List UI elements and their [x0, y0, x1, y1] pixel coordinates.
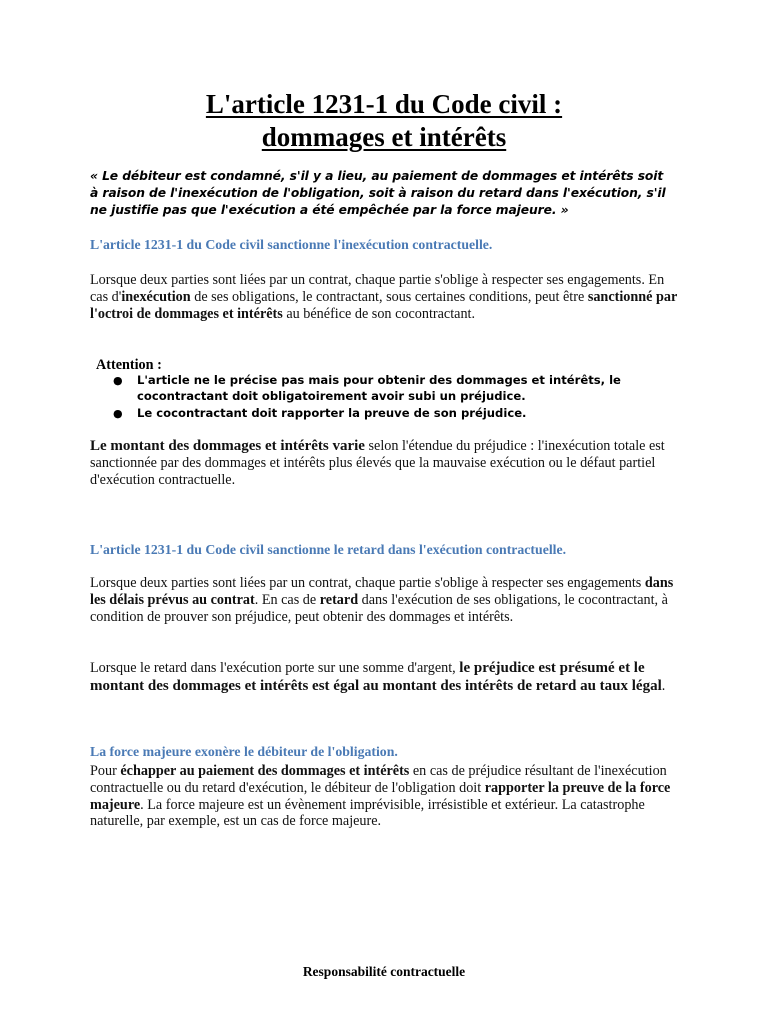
title-line-2: dommages et intérêts — [261, 122, 507, 152]
article-quote: « Le débiteur est condamné, s'il y a lieu, au paiement de dommages et intérêts soit à raison de l'inexécution de l'obligation, soit à raison du retard dans l'exécution, s'il ne justifie pas que l'exécution a été empêchée par la force majeure. » — [90, 169, 666, 217]
page-footer: Responsabilité contractuelle — [302, 964, 466, 979]
list-item: ● L'article ne le précise pas mais pour obtenir des dommages et intérêts, le cocontractant doit obligatoirement avoir subi un préjudice. — [113, 373, 621, 403]
bold-prejudice-presume: le préjudice est présumé et le montant des dommages et intérêts est égal au montant des intérêts de retard au taux légal — [90, 660, 662, 694]
bullet-icon: ● — [113, 374, 123, 387]
section-1-paragraph-1: Lorsque deux parties sont liées par un contrat, chaque partie s'oblige à respecter ses engagements. En cas d'inexécution de ses obligations, le contractant, sous certaines conditions, peut être sanctionné par l'octroi de dommages et intérêts au bénéfice de son cocontractant. — [90, 272, 678, 322]
title-line-1: L'article 1231-1 du Code civil : — [205, 89, 563, 119]
bold-sanction: sanctionné par l'octroi de dommages et intérêts — [90, 288, 678, 322]
bold-retard: retard — [319, 591, 359, 608]
bullet-icon: ● — [113, 407, 123, 420]
bold-delais: dans les délais prévus au contrat — [90, 575, 674, 608]
section-2-paragraph-1: Lorsque deux parties sont liées par un contrat, chaque partie s'oblige à respecter ses engagements dans les délais prévus au contrat. En cas de retard dans l'exécution de ses obligations, le cocontractant, à condition de prouver son préjudice, peut obtenir des dommages et intérêts. — [90, 575, 674, 625]
bold-preuve-force-majeure: rapporter la preuve de la force majeure — [90, 779, 671, 813]
bold-echapper: échapper au paiement des dommages et intérêts — [120, 763, 410, 779]
attention-list — [109, 373, 689, 424]
section-3-paragraph-1: Pour échapper au paiement des dommages et intérêts en cas de préjudice résultant de l'inexécution contractuelle ou du retard d'exécution, le débiteur de l'obligation doit rapporter la preuve de la force majeure. La force majeure est un évènement imprévisible, irrésistible et extérieur. La catastrophe naturelle, par exemple, est un cas de force majeure. — [90, 763, 671, 830]
section-3-heading: La force majeure exonère le débiteur de l'obligation. — [90, 744, 398, 759]
attention-label: Attention : — [96, 357, 162, 373]
bold-montant-varie: Le montant des dommages et intérêts varie — [90, 438, 365, 454]
bold-inexecution: inexécution — [121, 288, 191, 305]
section-2-heading: L'article 1231-1 du Code civil sanctionne le retard dans l'exécution contractuelle. — [90, 542, 567, 557]
section-1-paragraph-2: Le montant des dommages et intérêts varie selon l'étendue du préjudice : l'inexécution totale est sanctionnée par des dommages et intérêts plus élevés que la mauvaise exécution ou le défaut partiel d'exécution contractuelle. — [90, 438, 665, 488]
section-1-heading: L'article 1231-1 du Code civil sanctionne l'inexécution contractuelle. — [90, 237, 493, 252]
section-2-paragraph-2: Lorsque le retard dans l'exécution porte sur une somme d'argent, le préjudice est présumé et le montant des dommages et intérêts est égal au montant des intérêts de retard au taux légal. — [90, 660, 666, 694]
page-title — [0, 88, 768, 154]
list-item: ● Le cocontractant doit rapporter la preuve de son préjudice. — [113, 406, 527, 420]
